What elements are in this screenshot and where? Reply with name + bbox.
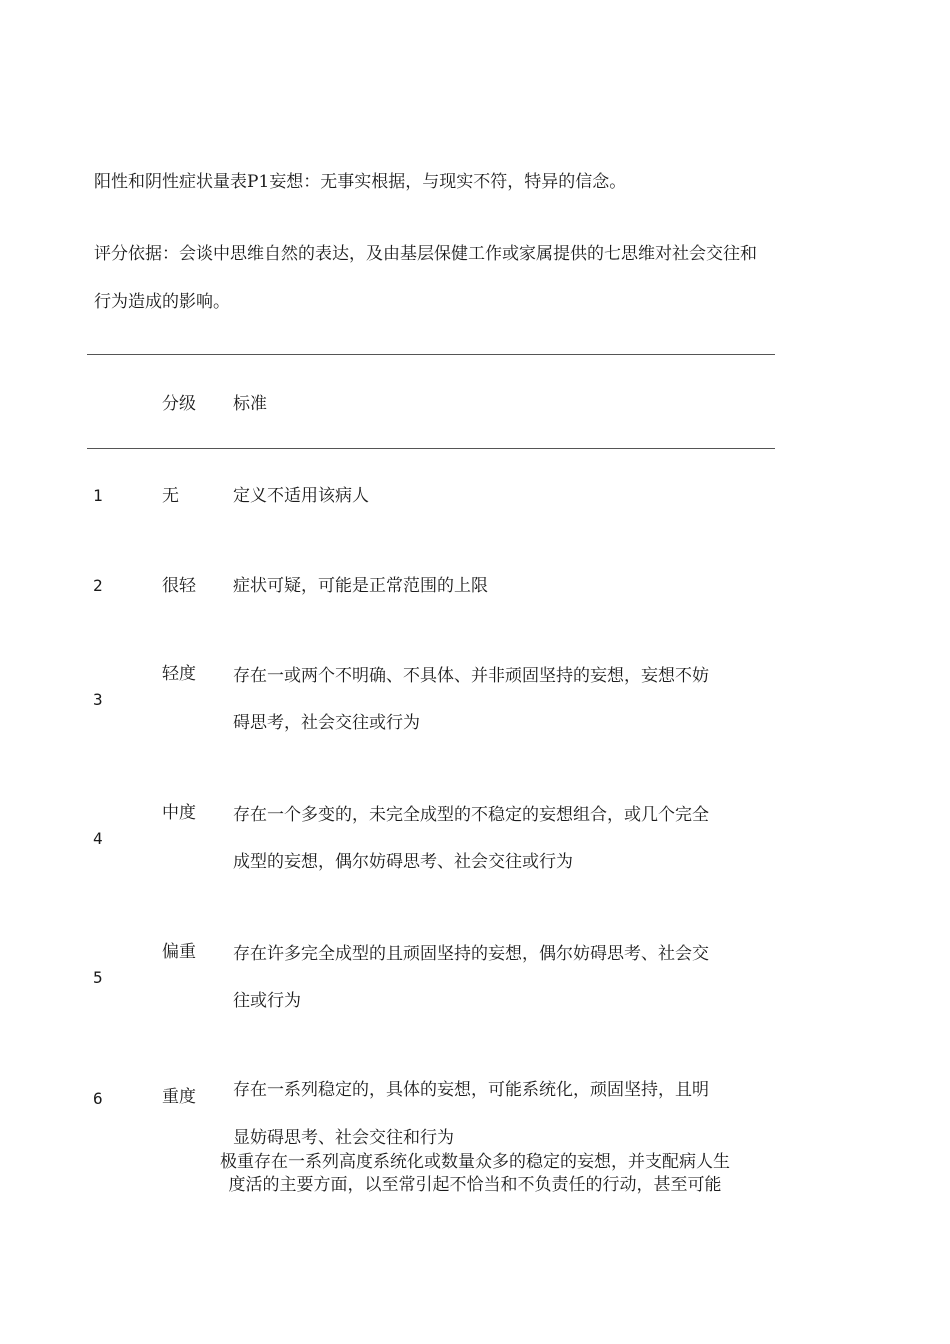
- row-2-desc-1: 症状可疑，可能是正常范围的上限: [233, 576, 488, 596]
- row-5-num: 5: [93, 968, 103, 987]
- table-header-rule: [87, 448, 775, 449]
- row-3-desc-1: 存在一或两个不明确、不具体、并非顽固坚持的妄想，妄想不妨: [233, 666, 709, 686]
- row-6-num: 6: [93, 1089, 103, 1108]
- row-4-num: 4: [93, 829, 103, 848]
- header-grade: 分级: [162, 394, 196, 414]
- header-criteria: 标准: [233, 394, 267, 414]
- scoring-basis-line-1: 评分依据：会谈中思维自然的表达，及由基层保健工作或家属提供的七思维对社会交往和: [94, 244, 757, 264]
- row-4-desc-2: 成型的妄想，偶尔妨碍思考、社会交往或行为: [233, 852, 573, 872]
- row-1-num: 1: [93, 486, 103, 505]
- row-5-desc-1: 存在许多完全成型的且顽固坚持的妄想，偶尔妨碍思考、社会交: [233, 944, 709, 964]
- document-title: 阳性和阴性症状量表P1妄想：无事实根据，与现实不符，特异的信念。: [94, 172, 627, 192]
- row-1-desc-1: 定义不适用该病人: [233, 486, 369, 506]
- extreme-grade-line-1: 极重存在一系列高度系统化或数量众多的稳定的妄想，并支配病人生: [220, 1152, 730, 1172]
- row-3-grade: 轻度: [162, 664, 196, 684]
- row-6-desc-2: 显妨碍思考、社会交往和行为: [233, 1128, 454, 1148]
- row-6-desc-1: 存在一系列稳定的，具体的妄想，可能系统化，顽固坚持，且明: [233, 1080, 709, 1100]
- scoring-basis-line-2: 行为造成的影响。: [94, 292, 230, 312]
- row-4-desc-1: 存在一个多变的，未完全成型的不稳定的妄想组合，或几个完全: [233, 805, 709, 825]
- row-3-desc-2: 碍思考，社会交往或行为: [233, 713, 420, 733]
- row-5-desc-2: 往或行为: [233, 991, 301, 1011]
- row-5-grade: 偏重: [162, 942, 196, 962]
- row-6-grade: 重度: [162, 1087, 196, 1107]
- row-1-grade: 无: [162, 486, 179, 506]
- table-top-rule: [87, 354, 775, 355]
- row-2-grade: 很轻: [162, 576, 196, 596]
- row-2-num: 2: [93, 576, 103, 595]
- extreme-grade-line-2: 度活的主要方面，以至常引起不恰当和不负责任的行动，甚至可能: [228, 1175, 722, 1195]
- row-4-grade: 中度: [162, 803, 196, 823]
- row-3-num: 3: [93, 690, 103, 709]
